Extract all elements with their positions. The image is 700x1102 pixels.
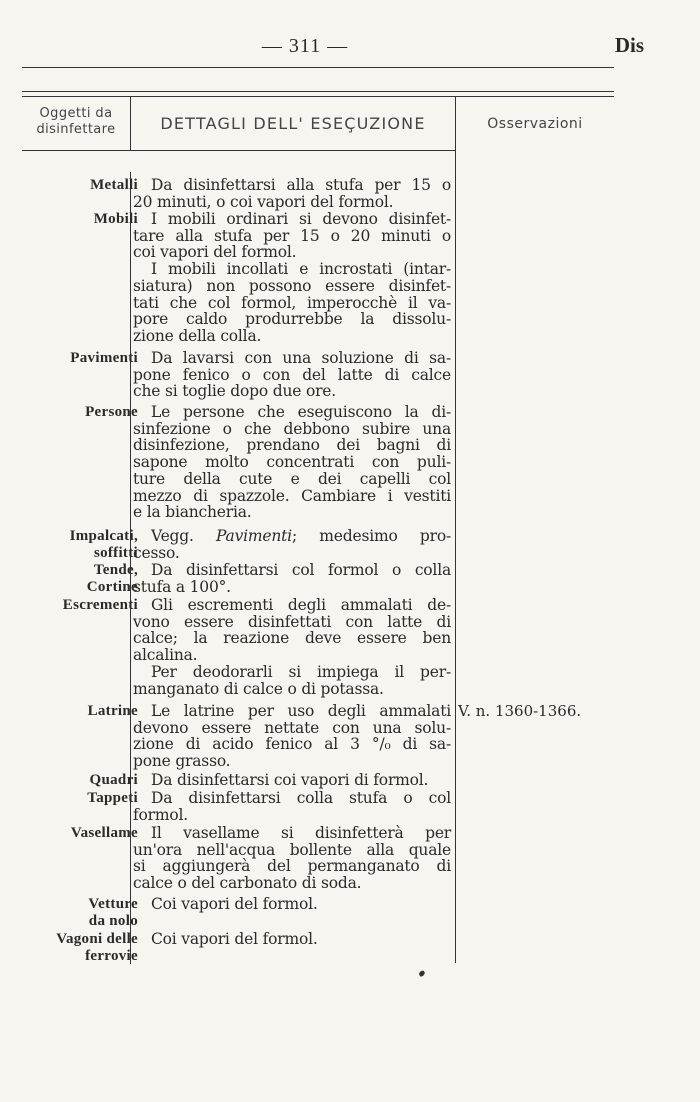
row-term: Impalcati, soffitti <box>69 528 138 561</box>
row-observation: V. n. 1360-1366. <box>458 702 582 720</box>
column-header-observations: Osservazioni <box>487 116 583 132</box>
column-header-objects-line1: Oggetti da <box>39 106 113 121</box>
row-term: Tappeti <box>87 790 138 806</box>
row-term: Pavimenti <box>70 350 138 366</box>
row-term: Vasellame <box>70 825 138 841</box>
row-detail: Coi vapori del formol. <box>151 930 318 948</box>
row-term: Tende, Cortine <box>86 562 138 595</box>
row-detail: Da disinfettarsi colla stufa o col formol. <box>133 789 451 824</box>
row-detail: Le latrine per uso degli ammalati devono essere nettate con una solu- zione di acido fenico al 3 °/₀ di sa- pone grasso. <box>133 702 451 771</box>
header-bottom-rule <box>22 150 455 151</box>
column-header-objects-line2: disinfettare <box>36 122 116 137</box>
cross-reference: Pavimenti <box>216 527 292 545</box>
row-detail: Il vasellame si disinfetterà per un'ora nell'acqua bollente alla quale si aggiungerà del permanganato di calce o del carbonato di soda. <box>133 824 451 893</box>
row-detail: Gli escrementi degli ammalati de- vono essere disinfettati con latte di calce; la reazione deve essere ben alcalina. Per deodorarli si impiega il per- manganato di calce o di potassa. <box>133 596 451 698</box>
column-header-objects <box>22 106 130 138</box>
row-term: Mobili <box>93 211 138 227</box>
row-detail: Le persone che eseguiscono la di- sinfezione o che debbono subire una disinfezione, prendano dei bagni di sapone molto concentrati con puli- ture della cute e dei capelli col mezzo di spazzole. Cambiare i vestiti e la biancheria. <box>133 403 451 522</box>
row-detail: Da lavarsi con una soluzione di sa- pone fenico o con del latte di calce che si toglie dopo due ore. <box>133 349 451 401</box>
row-detail: Vegg. Pavimenti; medesimo pro- cesso. <box>133 527 451 562</box>
table-top-rule-1 <box>22 91 614 92</box>
row-detail: Da disinfettarsi coi vapori di formol. <box>151 771 429 789</box>
row-term: Escrementi <box>62 597 138 613</box>
row-detail: Da disinfettarsi col formol o colla stufa a 100°. <box>133 561 451 596</box>
row-term: Persone <box>85 404 138 420</box>
running-head: Dis <box>614 33 644 57</box>
detail-line: Vegg. Pavimenti; medesimo pro- <box>151 527 451 545</box>
page-number: — 311 — <box>261 35 349 57</box>
ink-spot <box>418 970 426 977</box>
row-term: Metalli <box>90 177 138 193</box>
row-term: Quadri <box>89 772 138 788</box>
row-detail: I mobili ordinari si devono disinfet- tare alla stufa per 15 o 20 minuti o coi vapori del formol. I mobili incollati e incrostati (intar- siatura) non possono essere disinfet- tati che col formol, imperocchè il va- pore caldo produrrebbe la dissolu- zione della colla. <box>133 210 451 345</box>
row-term: Latrine <box>87 703 138 719</box>
table-top-rule-2 <box>22 96 614 97</box>
column-rule-2 <box>455 97 456 963</box>
row-detail: Da disinfettarsi alla stufa per 15 o 20 minuti, o coi vapori del formol. <box>133 176 451 211</box>
column-header-details: DETTAGLI DELL' ESEÇUZIONE <box>160 114 426 133</box>
row-detail: Coi vapori del formol. <box>151 895 318 913</box>
row-term: Vetture da nolo <box>88 896 138 929</box>
top-rule <box>22 67 614 68</box>
row-term: Vagoni delle ferrovie <box>56 931 138 964</box>
